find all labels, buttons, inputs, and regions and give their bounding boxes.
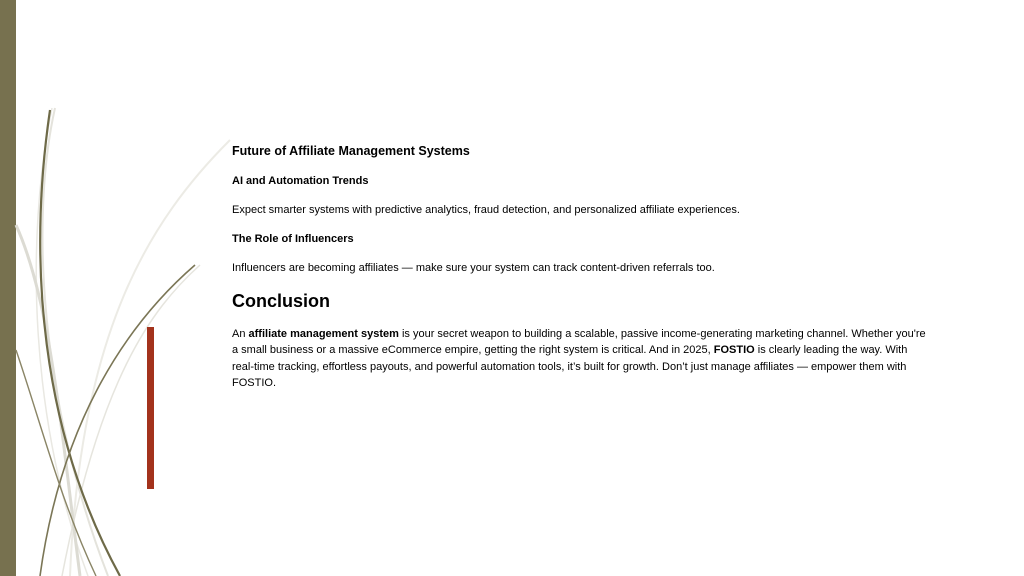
heading-conclusion: Conclusion	[232, 291, 330, 311]
conclusion-text-2: is your secret weapon to building a scalable, passive income-generating marketing channel. Whether you're a small business or a massive eCommerce empire, getting the right system is critical. And in 2025,	[232, 328, 926, 357]
conclusion-text-1: An	[232, 328, 249, 340]
conclusion-text-3: is clearly leading the way. With real-time tracking, effortless payouts, and powerful automation tools, it’s built for growth. Don’t just manage affiliates — empower them with FOSTIO.	[232, 344, 908, 390]
conclusion-bold-affiliate-system: affiliate management system	[248, 328, 399, 340]
heading-future: Future of Affiliate Management Systems	[232, 144, 470, 158]
text-ai-trends: Expect smarter systems with predictive analytics, fraud detection, and personalized affiliate experiences.	[232, 204, 740, 216]
conclusion-bold-fostio: FOSTIO	[713, 344, 755, 357]
subheading-ai-trends: AI and Automation Trends	[232, 175, 369, 187]
subheading-influencers: The Role of Influencers	[232, 233, 354, 245]
decorative-swoosh	[0, 0, 260, 576]
red-accent-bar	[147, 327, 154, 489]
conclusion-paragraph	[232, 326, 932, 392]
content-area	[232, 143, 932, 392]
text-influencers: Influencers are becoming affiliates — make sure your system can track content-driven referrals too.	[232, 262, 715, 274]
